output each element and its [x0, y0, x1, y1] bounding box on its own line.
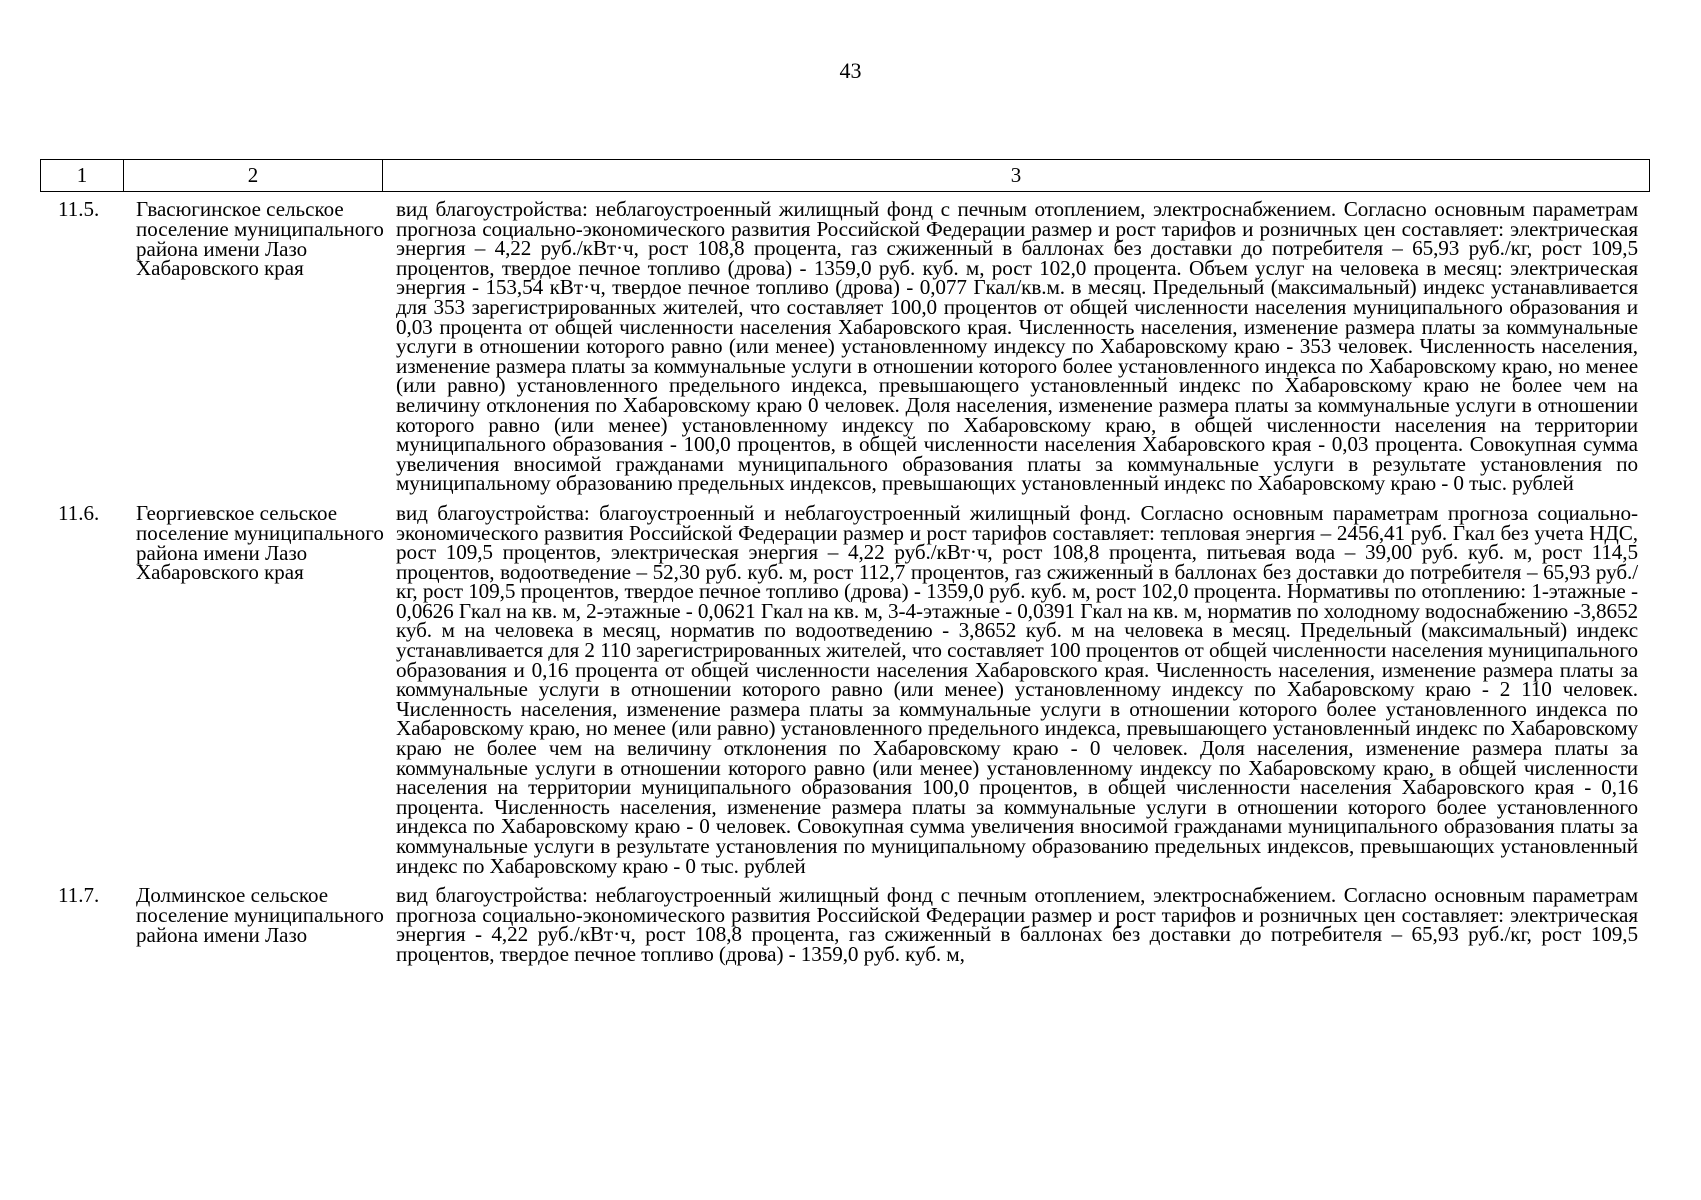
table-row — [40, 883, 1650, 966]
table-row — [40, 197, 1650, 496]
header-col-1: 1 — [41, 160, 124, 191]
header-col-2: 2 — [124, 160, 383, 191]
table-row — [40, 500, 1650, 878]
row-number: 11.5. — [58, 197, 100, 221]
settlement-name: Георгиевское сельское поселение муниципального района имени Лазо Хабаровского края — [136, 500, 384, 585]
header-col-3: 3 — [1010, 163, 1022, 187]
settlement-name: Гвасюгинское сельское поселение муниципального района имени Лазо Хабаровского края — [136, 197, 384, 281]
row-number: 11.7. — [58, 883, 100, 908]
row-description: вид благоустройства: неблагоустроенный жилищный фонд с печным отоплением, электроснабжением. Согласно основным параметрам прогноза социально-экономического развития Российской Федерации размер и рост тарифов и розничных цен составляет: электрическая энергия - 4,22 руб./кВт·ч, рост 108,8 процента, газ сжиженный в баллонах без доставки до потребителя – 65,93 руб./кг, рост 109,5 процентов, твердое печное топливо (дрова) - 1359,0 руб. куб. м, — [396, 883, 1638, 966]
row-description: вид благоустройства: неблагоустроенный жилищный фонд с печным отоплением, электроснабжением. Согласно основным параметрам прогноза социально-экономического развития Российской Федерации размер и рост тарифов и розничных цен составляет: электрическая энергия – 4,22 руб./кВт·ч, рост 108,8 процента, газ сжиженный в баллонах без доставки до потребителя – 65,93 руб./кг, рост 109,5 процентов, твердое печное топливо (дрова) - 1359,0 руб. куб. м, рост 102,0 процента. Объем услуг на человека в месяц: электрическая энергия - 153,54 кВт·ч, твердое печное топливо (дрова) - 0,077 Гкал/кв.м. в месяц. Предельный (максимальный) индекс устанавливается для 353 зарегистрированных жителей, что составляет 100,0 процентов от общей численности населения муниципального образования и 0,03 процента от общей численности населения Хабаровского края. Численность населения, изменение размера платы за коммунальные услуги в отношении которого равно (или менее) установленному индексу по Хабаровскому краю - 353 человек. Численность населения, изменение размера платы за коммунальные услуги в отношении которого более установленного индекса по Хабаровскому краю, но менее (или равно) установленного предельного индекса, превышающего установленный индекс по Хабаровскому краю не более чем на величину отклонения по Хабаровскому краю 0 человек. Доля населения, изменение размера платы за коммунальные услуги в отношении которого равно (или менее) установленному индексу по Хабаровскому краю, в общей численности населения на территории муниципального образования - 100,0 процентов, в общей численности населения Хабаровского края - 0,03 процента. Совокупная сумма увеличения вносимой гражданами муниципального образования платы за коммунальные услуги в результате установления по муниципальному образованию предельных индексов, превышающих установленный индекс по Хабаровскому краю - 0 тыс. рублей — [396, 197, 1638, 496]
page-number: 43 — [839, 58, 862, 83]
table-header — [40, 159, 1650, 192]
row-description: вид благоустройства: благоустроенный и неблагоустроенный жилищный фонд. Согласно основным параметрам прогноза социально-экономического развития Российской Федерации размер и рост тарифов составляет: тепловая энергия – 2456,41 руб. Гкал без учета НДС, рост 109,5 процентов, электрическая энергия – 4,22 руб./кВт·ч, рост 108,8 процента, питьевая вода – 39,00 руб. куб. м, рост 114,5 процентов, водоотведение – 52,30 руб. куб. м, рост 112,7 процентов, газ сжиженный в баллонах без доставки до потребителя – 65,93 руб./кг, рост 109,5 процентов, твердое печное топливо (дрова) - 1359,0 руб. куб. м, рост 102,0 процента. Нормативы по отоплению: 1-этажные - 0,0626 Гкал на кв. м, 2-этажные - 0,0621 Гкал на кв. м, 3-4-этажные - 0,0391 Гкал на кв. м, норматив по холодному водоснабжению -3,8652 куб. м на человека в месяц, норматив по водоотведению - 3,8652 куб. м на человека в месяц. Предельный (максимальный) индекс устанавливается для 2 110 зарегистрированных жителей, что составляет 100 процентов от общей численности населения муниципального образования и 0,16 процента от общей численности населения Хабаровского края. Численность населения, изменение размера платы за коммунальные услуги в отношении которого равно (или менее) установленному индексу по Хабаровскому краю - 2 110 человек. Численность населения, изменение размера платы за коммунальные услуги в отношении которого более установленного индекса по Хабаровскому краю, но менее (или равно) установленного предельного индекса, превышающего установленный индекс по Хабаровскому краю не более чем на величину отклонения по Хабаровскому краю - 0 человек. Доля населения, изменение размера платы за коммунальные услуги в отношении которого равно (или менее) установленному индексу по Хабаровскому краю, в общей численности населения на территории муниципального образования 100,0 процентов, в общей численности населения Хабаровского края - 0,16 процента. Численность населения, изменение размера платы за коммунальные услуги в отношении которого более установленного индекса по Хабаровскому краю - 0 человек. Совокупная сумма увеличения вносимой гражданами муниципального образования платы за коммунальные услуги в результате установления по муниципальному образованию предельных индексов, превышающих установленный индекс по Хабаровскому краю - 0 тыс. рублей — [396, 500, 1638, 878]
row-number: 11.6. — [58, 500, 100, 525]
settlement-name: Долминское сельское поселение муниципального района имени Лазо — [136, 883, 384, 947]
table-body — [40, 197, 1650, 966]
